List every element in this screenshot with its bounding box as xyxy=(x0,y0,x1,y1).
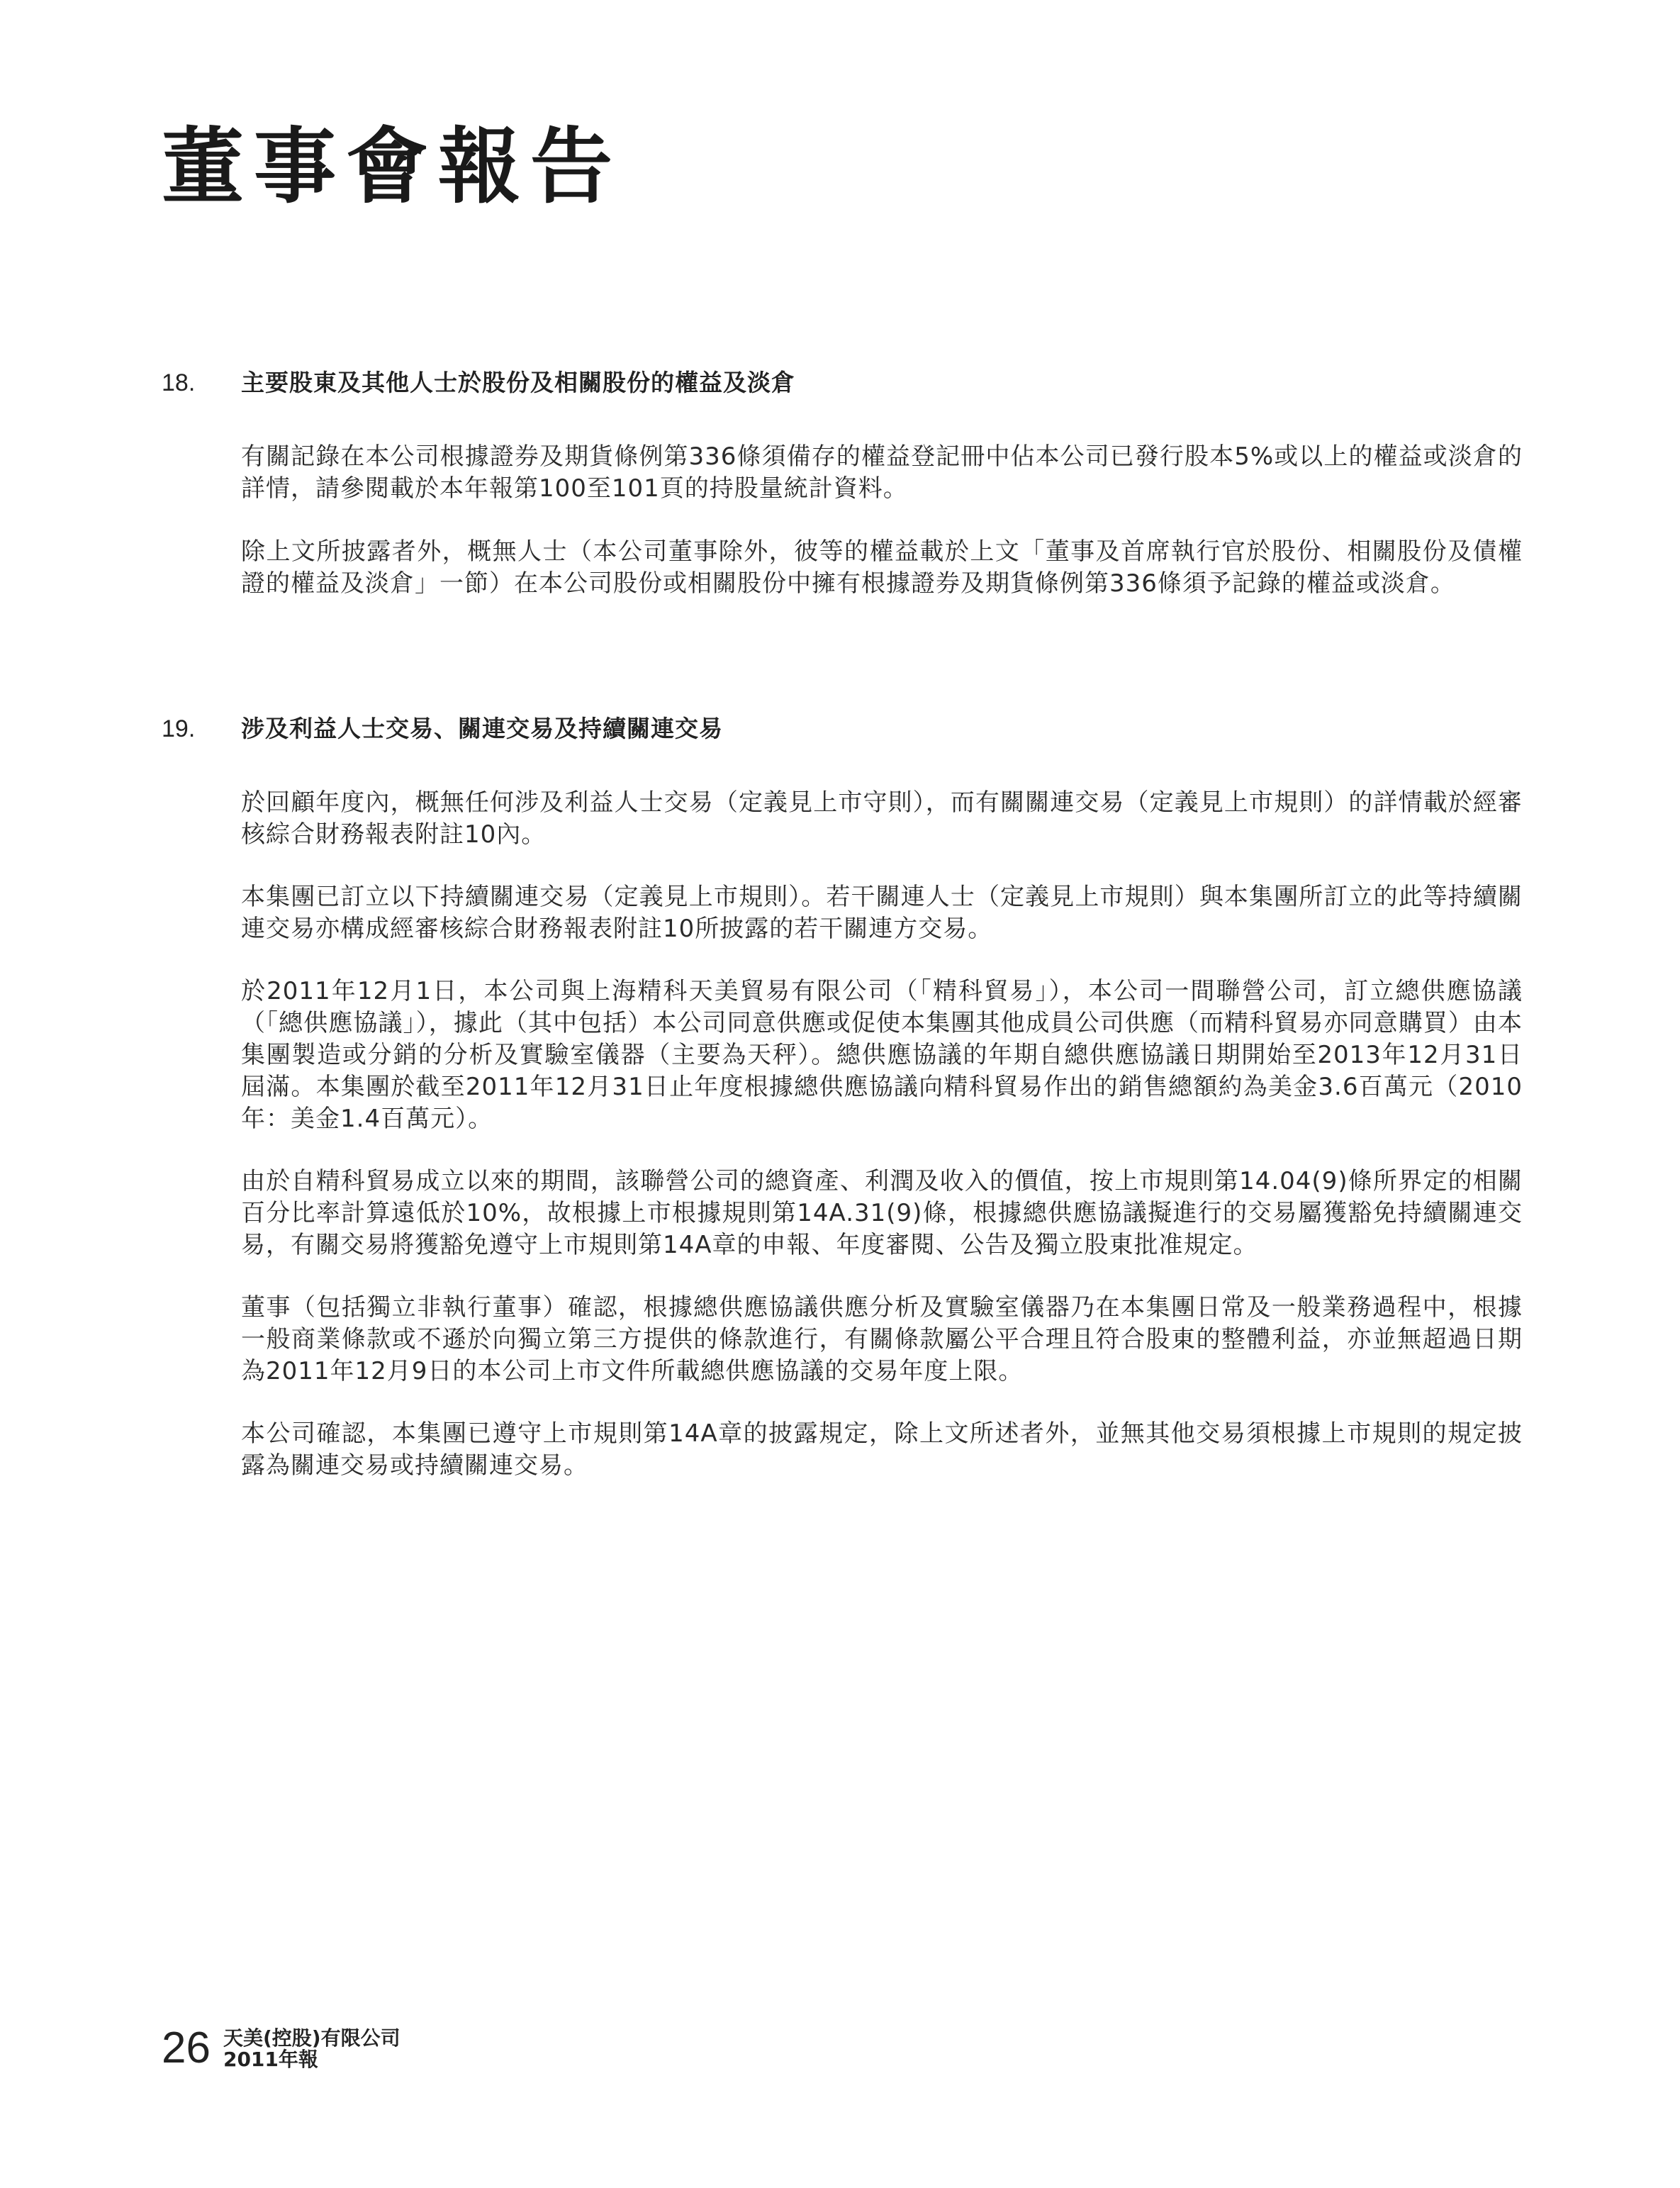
paragraph: 本集團已訂立以下持續關連交易（定義見上市規則）。若干關連人士（定義見上市規則）與本集團所訂立的此等持續關連交易亦構成經審核綜合財務報表附註10所披露的若干關連方交易。 xyxy=(241,883,1523,943)
paragraph: 本公司確認，本集團已遵守上市規則第14A章的披露規定，除上文所述者外，並無其他交易須根據上市規則的規定披露為關連交易或持續關連交易。 xyxy=(241,1419,1523,1480)
paragraph: 於2011年12月1日，本公司與上海精科天美貿易有限公司（「精科貿易」），本公司一間聯營公司，訂立總供應協議（「總供應協議」），據此（其中包括）本公司同意供應或促使本集團其他成員公司供應（而精科貿易亦同意購買）由本集團製造或分銷的分析及實驗室儀器（主要為天秤）。總供應協議的年期自總供應協議日期開始至2013年12月31日屆滿。本集團於截至2011年12月31日止年度根據總供應協議向精科貿易作出的銷售總額約為美金3.6百萬元（2010年：美金1.4百萬元）。 xyxy=(241,977,1523,1133)
paragraph: 有關記錄在本公司根據證券及期貨條例第336條須備存的權益登記冊中佔本公司已發行股本5%或以上的權益或淡倉的詳情，請參閱載於本年報第100至101頁的持股量統計資料。 xyxy=(241,442,1523,503)
paragraph: 董事（包括獨立非執行董事）確認，根據總供應協議供應分析及實驗室儀器乃在本集團日常及一般業務過程中，根據一般商業條款或不遜於向獨立第三方提供的條款進行，有關條款屬公平合理且符合股東的整體利益，亦並無超過日期為2011年12月9日的本公司上市文件所載總供應協議的交易年度上限。 xyxy=(241,1293,1523,1385)
section-18 xyxy=(162,367,1523,600)
section-19 xyxy=(162,713,1523,1512)
section-heading xyxy=(162,367,1523,398)
section-number: 18. xyxy=(162,369,196,396)
section-title: 主要股東及其他人士於股份及相關股份的權益及淡倉 xyxy=(241,369,795,396)
section-number: 19. xyxy=(162,715,196,742)
paragraph: 除上文所披露者外，概無人士（本公司董事除外，彼等的權益載於上文「董事及首席執行官於股份、相關股份及債權證的權益及淡倉」一節）在本公司股份或相關股份中擁有根據證券及期貨條例第336條須予記錄的權益或淡倉。 xyxy=(241,537,1523,598)
footer-publication xyxy=(223,2028,401,2070)
paragraph: 於回顧年度內，概無任何涉及利益人士交易（定義見上市守則），而有關關連交易（定義見上市規則）的詳情載於經審核綜合財務報表附註10內。 xyxy=(241,788,1523,849)
page-title: 董事會報告 xyxy=(162,119,622,215)
paragraph: 由於自精科貿易成立以來的期間，該聯營公司的總資產、利潤及收入的價值，按上市規則第14.04(9)條所界定的相關百分比率計算遠低於10%，故根據上市根據規則第14A.31(9)條，根據總供應協議擬進行的交易屬獲豁免持續關連交易，有關交易將獲豁免遵守上市規則第14A章的申報、年度審閱、公告及獨立股東批准規定。 xyxy=(241,1167,1523,1259)
section-heading xyxy=(162,713,1523,744)
page-footer xyxy=(162,2026,401,2070)
section-title: 涉及利益人士交易、關連交易及持續關連交易 xyxy=(241,715,723,742)
footer-company-name: 天美(控股)有限公司 xyxy=(223,2026,401,2050)
footer-report-name: 2011年報 xyxy=(223,2048,318,2071)
page-number: 26 xyxy=(162,2024,211,2072)
